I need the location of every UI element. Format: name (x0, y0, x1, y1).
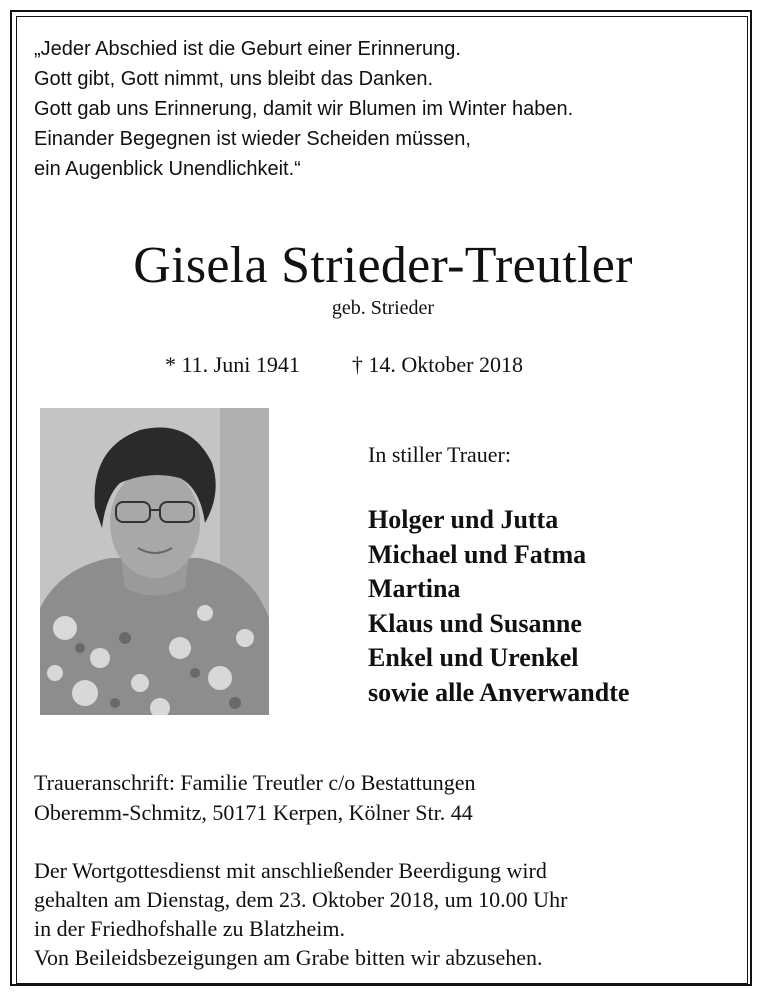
quote-line: Einander Begegnen ist wieder Scheiden müssen, (34, 128, 471, 150)
mourners-list (368, 503, 748, 710)
service-line: gehalten am Dienstag, dem 23. Oktober 2018, um 10.00 Uhr (34, 887, 568, 912)
mourner-name: Klaus und Susanne (368, 608, 582, 638)
mourning-label: In stiller Trauer: (368, 442, 511, 467)
maiden-name: geb. Strieder (331, 297, 435, 319)
quote-line: „Jeder Abschied ist die Geburt einer Erinnerung. (34, 38, 461, 60)
mourner-name: sowie alle Anverwandte (368, 677, 630, 707)
address-line: Traueranschrift: Familie Treutler c/o Bestattungen (34, 770, 476, 795)
quote-line: Gott gibt, Gott nimmt, uns bleibt das Danken. (34, 68, 434, 90)
mourner-name: Enkel und Urenkel (368, 643, 579, 672)
service-line: in der Friedhofshalle zu Blatzheim. (34, 916, 345, 941)
birth-date: * 11. Juni 1941 (165, 352, 300, 377)
life-dates (165, 350, 685, 380)
memorial-quote (34, 34, 734, 184)
address-line: Oberemm-Schmitz, 50171 Kerpen, Kölner Str. 44 (34, 800, 473, 825)
funeral-service-info (34, 856, 734, 972)
service-line: Von Beileidsbezeigungen am Grabe bitten wir abzusehen. (34, 945, 543, 970)
mourner-name: Martina (368, 574, 461, 603)
quote-line: Gott gab uns Erinnerung, damit wir Blumen im Winter haben. (34, 98, 574, 120)
portrait-photo (40, 408, 269, 715)
service-line: Der Wortgottesdienst mit anschließender Beerdigung wird (34, 858, 547, 883)
mourner-name: Michael und Fatma (368, 539, 587, 569)
mourner-name: Holger und Jutta (368, 505, 559, 534)
death-date: † 14. Oktober 2018 (351, 352, 523, 377)
mourning-address (34, 768, 734, 828)
deceased-name: Gisela Strieder-Treutler (133, 237, 633, 294)
quote-line: ein Augenblick Unendlichkeit.“ (34, 158, 301, 180)
